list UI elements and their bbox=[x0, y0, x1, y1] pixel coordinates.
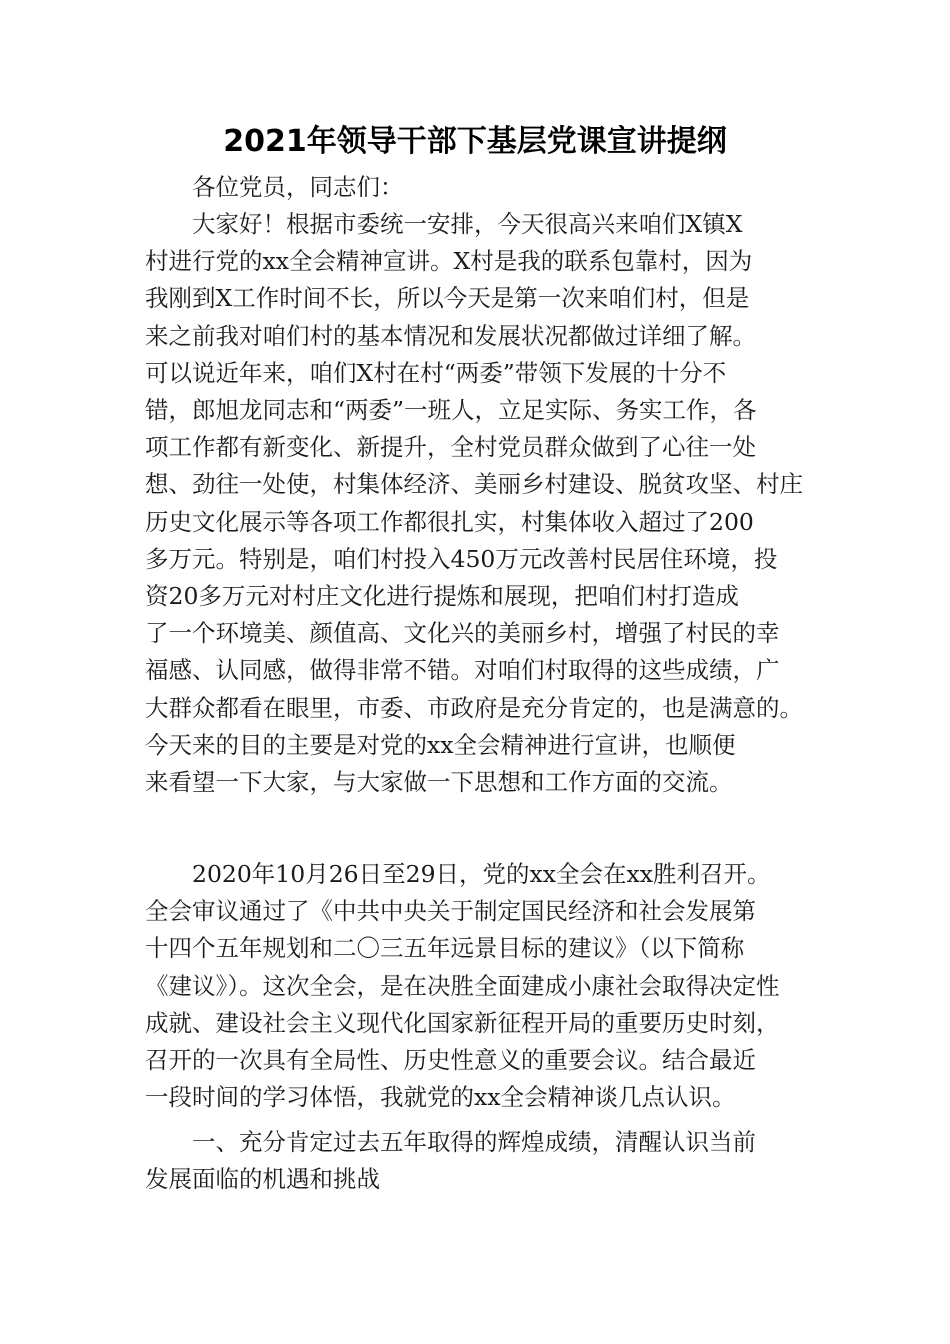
greeting-paragraph bbox=[145, 169, 805, 206]
intro-line: 我刚到X工作时间不长，所以今天是第一次来咱们村，但是 bbox=[145, 284, 750, 313]
meeting-line: 全会审议通过了《中共中央关于制定国民经济和社会发展第 bbox=[145, 897, 756, 926]
intro-line: 福感、认同感，做得非常不错。对咱们村取得的这些成绩，广 bbox=[145, 656, 780, 685]
meeting-line: 十四个五年规划和二〇三五年远景目标的建议》（以下简称 bbox=[145, 934, 745, 963]
intro-line: 错，郎旭龙同志和“两委”一班人，立足实际、务实工作，各 bbox=[145, 396, 757, 425]
intro-line: 了一个环境美、颜值高、文化兴的美丽乡村，增强了村民的幸 bbox=[145, 619, 780, 648]
meeting-paragraph bbox=[145, 856, 805, 1116]
document-title: 2021年领导干部下基层党课宣讲提纲 bbox=[223, 124, 727, 159]
meeting-line: 《建议》）。这次全会，是在决胜全面建成小康社会取得决定性 bbox=[145, 971, 780, 1000]
meeting-line: 成就、建设社会主义现代化国家新征程开局的重要历史时刻， bbox=[145, 1008, 780, 1037]
intro-paragraph bbox=[145, 206, 805, 801]
intro-line: 大家好！根据市委统一安排，今天很高兴来咱们X镇X bbox=[192, 210, 743, 238]
greeting-line: 各位党员，同志们： bbox=[192, 173, 404, 201]
intro-line: 大群众都看在眼里，市委、市政府是充分肯定的，也是满意的。 bbox=[145, 693, 803, 722]
intro-line: 今天来的目的主要是对党的xx全会精神进行宣讲，也顺便 bbox=[145, 730, 736, 759]
intro-line: 项工作都有新变化、新提升，全村党员群众做到了心往一处 bbox=[145, 433, 756, 462]
intro-line: 想、劲往一处使，村集体经济、美丽乡村建设、脱贫攻坚、村庄 bbox=[145, 470, 803, 499]
meeting-line: 2020年10月26日至29日，党的xx全会在xx胜利召开。 bbox=[192, 860, 771, 888]
intro-line: 可以说近年来，咱们X村在村“两委”带领下发展的十分不 bbox=[145, 358, 727, 387]
intro-line: 来看望一下大家，与大家做一下思想和工作方面的交流。 bbox=[145, 768, 733, 797]
meeting-line: 一段时间的学习体悟，我就党的xx全会精神谈几点认识。 bbox=[145, 1083, 736, 1112]
meeting-line: 召开的一次具有全局性、历史性意义的重要会议。结合最近 bbox=[145, 1046, 756, 1075]
section-heading-line: 发展面临的机遇和挑战 bbox=[145, 1165, 380, 1194]
intro-line: 多万元。特别是，咱们村投入450万元改善村民居住环境，投 bbox=[145, 544, 778, 573]
intro-line: 来之前我对咱们村的基本情况和发展状况都做过详细了解。 bbox=[145, 321, 756, 350]
intro-line: 资20多万元对村庄文化进行提炼和展现，把咱们村打造成 bbox=[145, 582, 739, 611]
section-heading-paragraph bbox=[145, 1124, 805, 1198]
section-heading-line: 一、充分肯定过去五年取得的辉煌成绩，清醒认识当前 bbox=[192, 1128, 756, 1156]
intro-line: 历史文化展示等各项工作都很扎实，村集体收入超过了200 bbox=[145, 507, 754, 536]
intro-line: 村进行党的xx全会精神宣讲。X村是我的联系包靠村，因为 bbox=[145, 247, 753, 276]
